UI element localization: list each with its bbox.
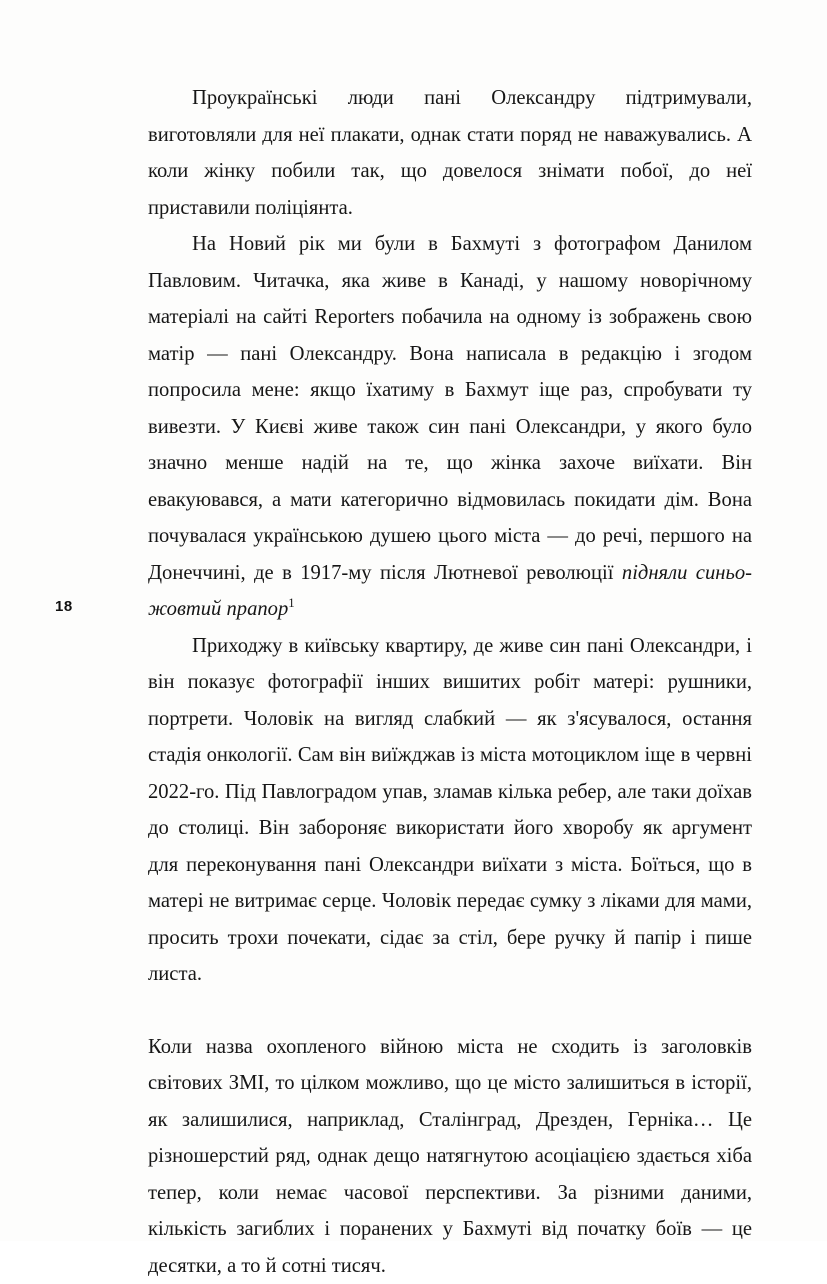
page-number: 18: [55, 598, 73, 615]
paragraph-1: Проукраїнські люди пані Олександру підтримували, виготовляли для неї плакати, однак стати поряд не наважувались. А коли жінку побили так, що довелося знімати побої, до неї приставили поліціянта.: [148, 80, 752, 226]
paragraph-3: Приходжу в київську квартиру, де живе син пані Олександри, і він показує фотографії інших вишитих робіт матері: рушники, портрети. Чоловік на вигляд слабкий — як з'ясувалося, остання стадія онкології. Сам він виїжджав із міста мотоциклом іще в червні 2022-го. Під Павлоградом упав, зламав кілька ребер, але таки доїхав до столиці. Він забороняє використати його хворобу як аргумент для переконування пані Олександри виїхати з міста. Боїться, що в матері не витримає серце. Чоловік передає сумку з ліками для мами, просить трохи почекати, сідає за стіл, бере ручку й папір і пише листа.: [148, 628, 752, 993]
paragraph-2-text: На Новий рік ми були в Бахмуті з фотографом Данилом Павловим. Читачка, яка живе в Канаді, у нашому новорічному матеріалі на сайті Reporters побачила на одному із зображень свою матір — пані Олександру. Вона написала в редакцію і згодом попросила мене: якщо їхатиму в Бахмут іще раз, спробувати ту вивезти. У Києві живе також син пані Олександри, у якого було значно менше надій на те, що жінка захоче виїхати. Він евакуювався, а мати категорично відмовилась покидати дім. Вона почувалася українською душею цього міста — до речі, першого на Донеччині, де в 1917-му після Лютневої революції: [148, 233, 752, 584]
body-text-column: [148, 80, 752, 1284]
section-break: [148, 993, 752, 1029]
paragraph-2-italic-phrase: підняли синьо-жовтий прапор: [148, 562, 752, 621]
footnote-marker: 1: [288, 596, 294, 610]
paragraph-2: [148, 226, 752, 628]
paragraph-4: Коли назва охопленого війною міста не сходить із заголовків світових ЗМІ, то цілком можливо, що це місто залишиться в історії, як залишилися, наприклад, Сталінград, Дрезден, Герніка… Це різношерстий ряд, однак дещо натягнутою асоціацією здається хіба тепер, коли немає часової перспективи. За різними даними, кількість загиблих і поранених у Бахмуті від початку боїв — це десятки, а то й сотні тисяч.: [148, 1029, 752, 1284]
